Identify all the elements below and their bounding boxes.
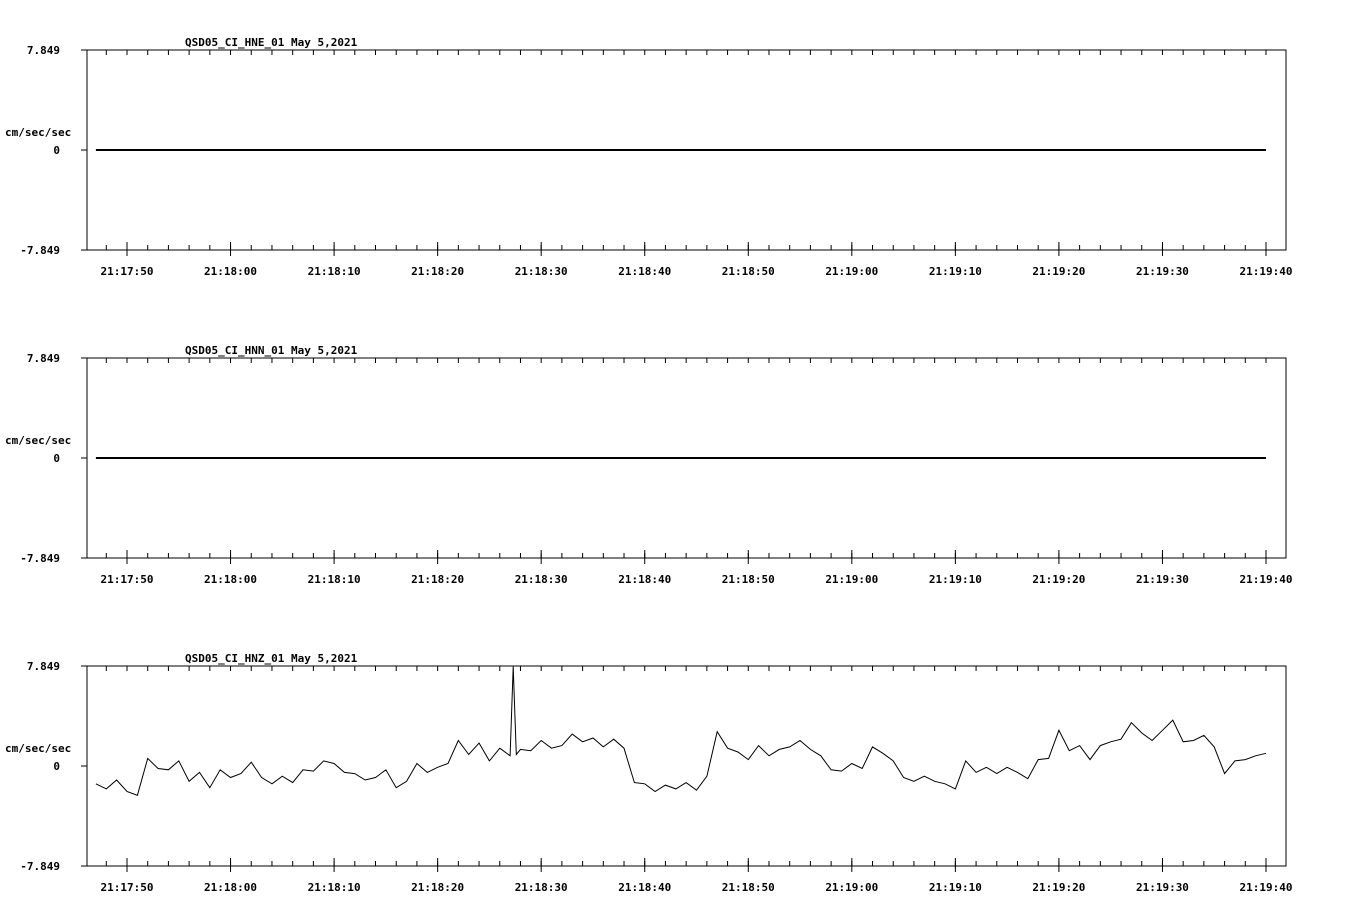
- y-tick-label: 7.849: [26, 44, 60, 57]
- y-axis-label: cm/sec/sec: [5, 742, 72, 755]
- x-tick-label: 21:18:50: [721, 881, 775, 894]
- chart-panel-2: [5, 344, 1292, 586]
- y-tick-label: 7.849: [26, 352, 60, 365]
- plot-frame: [87, 666, 1286, 866]
- x-tick-label: 21:19:10: [928, 881, 982, 894]
- x-tick-label: 21:18:20: [411, 265, 465, 278]
- x-tick-label: 21:19:00: [825, 265, 879, 278]
- x-tick-label: 21:18:40: [618, 265, 672, 278]
- x-tick-label: 21:19:20: [1032, 573, 1086, 586]
- y-axis-label: cm/sec/sec: [5, 434, 72, 447]
- x-tick-label: 21:18:30: [514, 881, 568, 894]
- x-tick-label: 21:18:00: [204, 881, 258, 894]
- x-tick-label: 21:19:40: [1239, 573, 1293, 586]
- chart-title: QSD05_CI_HNN_01 May 5,2021: [185, 344, 358, 357]
- x-tick-label: 21:19:20: [1032, 265, 1086, 278]
- series-line-1: [96, 667, 1266, 796]
- x-tick-label: 21:18:40: [618, 881, 672, 894]
- y-tick-label: -7.849: [20, 552, 60, 565]
- chart-panel-1: [5, 36, 1292, 278]
- x-tick-label: 21:19:40: [1239, 265, 1293, 278]
- chart-title: QSD05_CI_HNZ_01 May 5,2021: [185, 652, 358, 665]
- y-tick-label: -7.849: [20, 244, 60, 257]
- x-tick-label: 21:18:40: [618, 573, 672, 586]
- x-tick-label: 21:19:00: [825, 573, 879, 586]
- x-tick-label: 21:19:20: [1032, 881, 1086, 894]
- x-tick-label: 21:19:30: [1135, 573, 1189, 586]
- x-tick-label: 21:18:30: [514, 573, 568, 586]
- y-tick-label: 0: [53, 144, 60, 157]
- x-tick-label: 21:18:10: [307, 265, 361, 278]
- x-tick-label: 21:18:50: [721, 573, 775, 586]
- y-tick-label: 0: [53, 452, 60, 465]
- x-tick-label: 21:19:40: [1239, 881, 1293, 894]
- x-tick-label: 21:17:50: [100, 881, 154, 894]
- x-tick-label: 21:18:20: [411, 573, 465, 586]
- x-tick-label: 21:19:10: [928, 573, 982, 586]
- x-tick-label: 21:18:10: [307, 881, 361, 894]
- x-tick-label: 21:19:10: [928, 265, 982, 278]
- x-tick-label: 21:18:00: [204, 265, 258, 278]
- y-tick-label: 0: [53, 760, 60, 773]
- x-tick-label: 21:18:00: [204, 573, 258, 586]
- x-tick-label: 21:17:50: [100, 573, 154, 586]
- chart-panel-3: [5, 652, 1292, 894]
- x-tick-label: 21:17:50: [100, 265, 154, 278]
- x-tick-label: 21:19:00: [825, 881, 879, 894]
- x-tick-label: 21:19:30: [1135, 265, 1189, 278]
- x-tick-label: 21:18:20: [411, 881, 465, 894]
- chart-title: QSD05_CI_HNE_01 May 5,2021: [185, 36, 358, 49]
- x-tick-label: 21:18:50: [721, 265, 775, 278]
- x-tick-label: 21:19:30: [1135, 881, 1189, 894]
- y-tick-label: 7.849: [26, 660, 60, 673]
- x-tick-label: 21:18:30: [514, 265, 568, 278]
- x-tick-label: 21:18:10: [307, 573, 361, 586]
- y-axis-label: cm/sec/sec: [5, 126, 72, 139]
- y-tick-label: -7.849: [20, 860, 60, 873]
